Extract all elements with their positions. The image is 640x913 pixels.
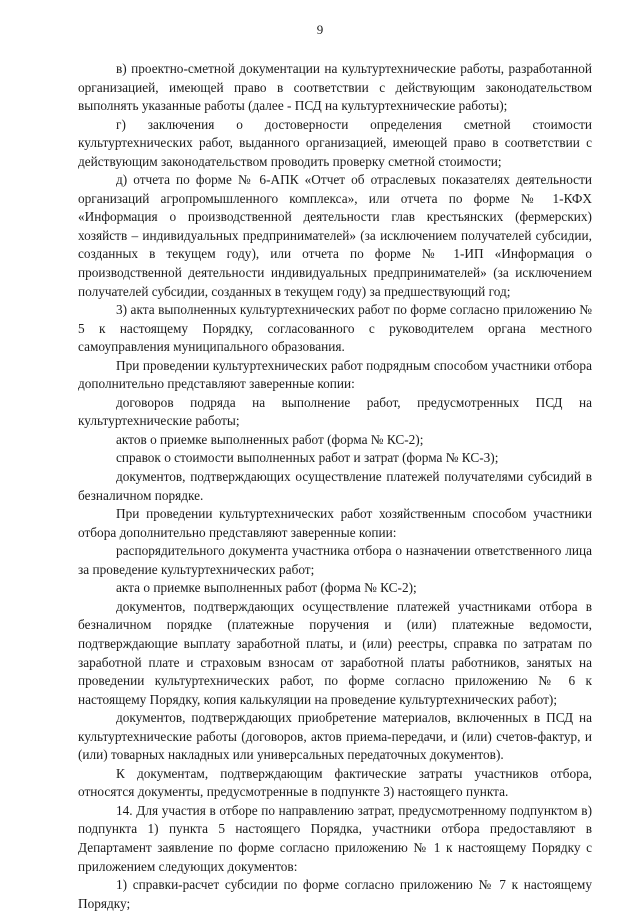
paragraph-fakticheskie-zatraty: К документам, подтверждающим фактические затраты участников отбора, относятся документы, предусмотренные в подпункте 3) настоящего пункта.	[78, 765, 592, 800]
paragraph-1-spravka-raschet: 1) справки-расчет субсидии по форме согласно приложению № 7 к настоящему Порядку;	[78, 877, 592, 911]
paragraph-14: 14. Для участия в отборе по направлению затрат, предусмотренному подпунктом в) подпункта 1) пункта 5 настоящего Порядка, участники отбора предоставляют в Департамент заявление по форме согласно приложению № 1 к настоящему Порядку с приложением следующих документов:	[78, 802, 592, 874]
paragraph-d-otchet: д) отчета по форме № 6-АПК «Отчет об отраслевых показателях деятельности организаций агропромышленного комплекса», или отчета по форме № 1-КФХ «Информация о производственной деятельности глав крестьянских (фермерских) хозяйств – индивидуальных предпринимателей» (за исключением получателей субсидии, созданных в текущем году), или отчета по форме № 1-ИП «Информация о производственной деятельности индивидуальных предпринимателей» (за исключением получателей субсидии, созданных в текущем году) за предшествующий год;	[78, 172, 592, 299]
paragraph-akt-ks2: акта о приемке выполненных работ (форма № КС-2);	[116, 580, 417, 596]
page-number: 9	[316, 22, 324, 37]
paragraph-dogovory-podryada: договоров подряда на выполнение работ, предусмотренных ПСД на культуртехнические работы;	[78, 394, 592, 429]
paragraph-3-akt: 3) акта выполненных культуртехнических работ по форме согласно приложению № 5 к настоящему Порядку, согласованного с руководителем органа местного самоуправления муниципального образования.	[78, 302, 592, 355]
paragraph-spravki-ks3: справок о стоимости выполненных работ и затрат (форма № КС-3);	[116, 450, 499, 466]
paragraph-materialy: документов, подтверждающих приобретение материалов, включенных в ПСД на культуртехнические работы (договоров, актов приема-передачи, и (или) счетов-фактур, и (или) товарных накладных или универсальных передаточных документов).	[78, 710, 592, 763]
paragraph-khozyaistvennyi-sposob: При проведении культуртехнических работ хозяйственным способом участники отбора дополнительно представляют заверенные копии:	[78, 506, 592, 540]
paragraph-akty-ks2: актов о приемке выполненных работ (форма № КС-2);	[116, 431, 424, 447]
paragraph-v-psd: в) проектно-сметной документации на культуртехнические работы, разработанной организацией, имеющей право в соответствии с действующим законодательством выполнять указанные работы (далее - ПСД на культуртехнические работы);	[78, 61, 592, 114]
paragraph-podryadnyi-sposob: При проведении культуртехнических работ подрядным способом участники отбора дополнительно представляют заверенные копии:	[78, 357, 592, 392]
paragraph-platezhi: документов, подтверждающих осуществление платежей получателями субсидий в безналичном порядке.	[78, 469, 592, 503]
paragraph-rasporyaditelnyi-dokument: распорядительного документа участника отбора о назначении ответственного лица за проведение культуртехнических работ;	[78, 543, 592, 577]
document-body	[78, 60, 592, 913]
paragraph-platezhi-uchastnikov: документов, подтверждающих осуществление платежей участниками отбора в безналичном порядке (платежные поручения и (или) платежные ведомости, подтверждающие выплату заработной платы, и (или) реестры, справка по затратам по заработной плате и страховым взносам от заработной платы работников, занятых на проведении культуртехнических работ, по форме согласно приложению № 6 к настоящему Порядку, копия калькуляции на проведение культуртехнических работ);	[78, 598, 592, 707]
paragraph-g-zaklyuchenie: г) заключения о достоверности определения сметной стоимости культуртехнических работ, выданного организацией, имеющей право в соответствии с действующим законодательством проводить проверку сметной стоимости;	[78, 116, 592, 169]
